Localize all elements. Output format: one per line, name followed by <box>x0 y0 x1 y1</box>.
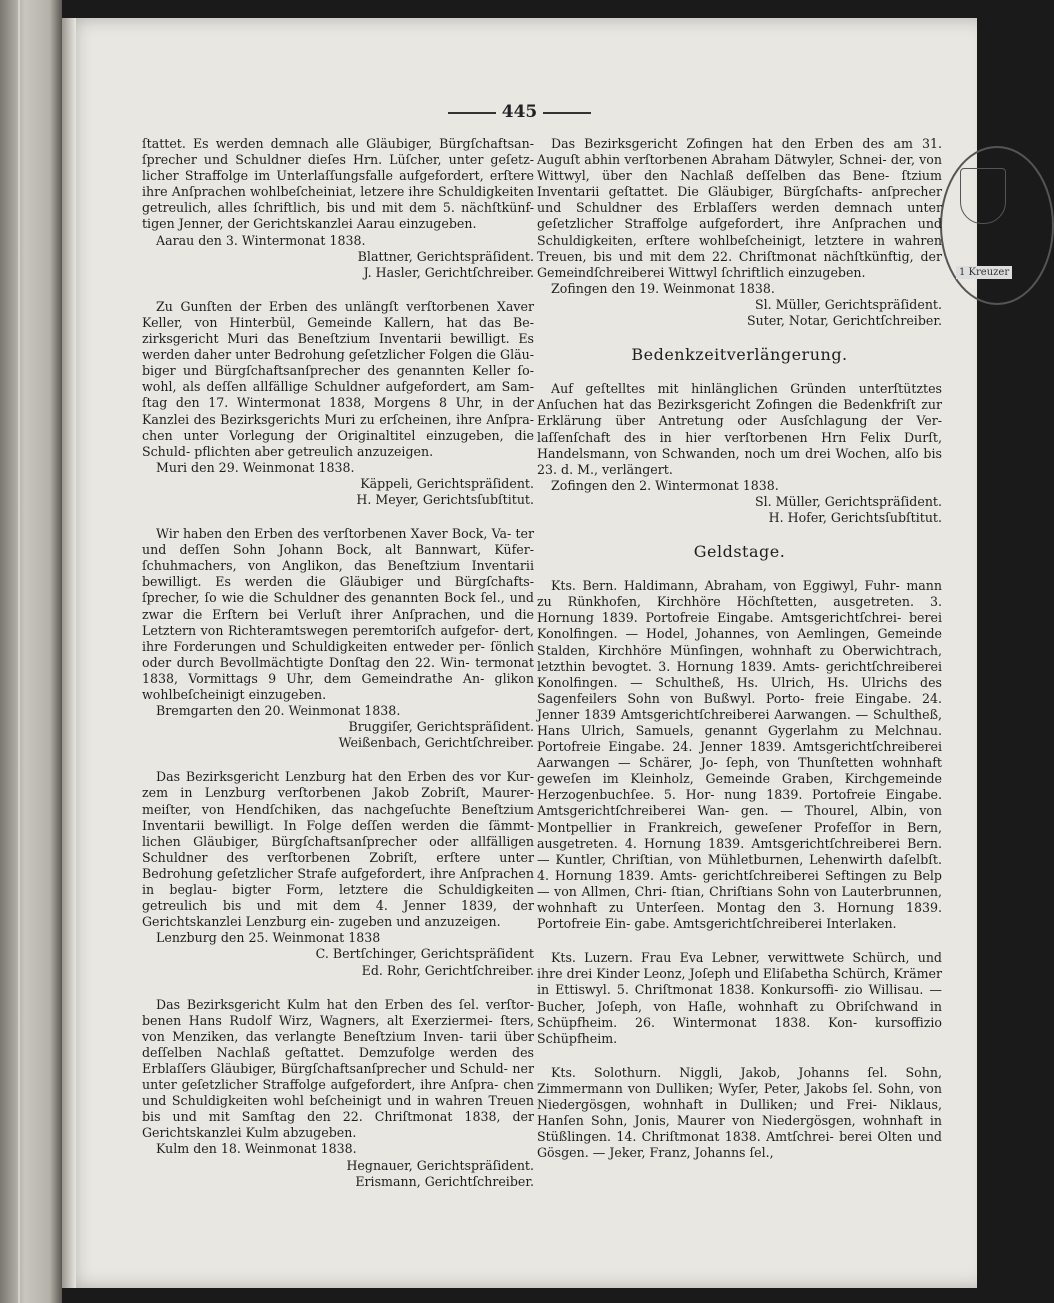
page-gutter-shadow <box>62 18 76 1288</box>
document-page <box>62 18 1010 1288</box>
notice-text: Das Bezirksgericht Zofingen hat den Erben des am 31. Auguſt abhin verſtorbenen Abraham Dätwyler, Schnei- der, von Wittwyl, über den Nachlaß deſſelben das Bene- ſtzium Inventarii geſtattet. Die Gläubiger, Bürgſchafts- anſprecher und Schuldner des Erblaſſers werden demnach unter geſetzlicher Straffolge aufgefordert, ihre Anſprachen und Schuldigkeiten, erſtere wohlbeſcheinigt, letztere in wahren Treuen, bis und mit dem 22. Chriſtmonat nächſtkünftig, der Gemeindſchreiberei Wittwyl ſchriftlich einzugeben. <box>537 136 942 280</box>
notice-place-date: Aarau den 3. Wintermonat 1838. <box>156 232 366 248</box>
signature: Sl. Müller, Gerichtspräſident. <box>754 296 942 312</box>
notice-place-date: Lenzburg den 25. Weinmonat 1838 <box>156 930 381 946</box>
previous-page-edge <box>0 0 62 1303</box>
signature: Sl. Müller, Gerichtspräſident. <box>754 493 942 509</box>
notice-text: Das Bezirksgericht Lenzburg hat den Erben des vor Kur- zem in Lenzburg verſtorbenen Jakob Zobriſt, Maurer- meiſter, von Hendſchiken, das nachgeſuchte Beneſtzium Inventarii bewilligt. In Folge deſſen werden die ſämmt- lichen Gläubiger, Bürgſchaftsanſprecher oder allfälligen Schuldner des verſtorbenen Zobriſt, erſtere unter Bedrohung geſetzlicher Strafe aufgefordert, ihre Anſprachen in beglau- bigter Form, letztere die Schuldigkeiten getreulich bis und mit dem 4. Jenner 1839, der Gerichtskanzlei Lenzburg ein- zugeben und anzuzeigen. <box>142 769 534 930</box>
left-column <box>142 136 534 1208</box>
page-number-text: 445 <box>501 102 538 122</box>
notice-text: Wir haben den Erben des verſtorbenen Xaver Bock, Va- ter und deſſen Sohn Johann Bock, alt Bannwart, Küfer- ſchuhmachers, von Anglikon, das Beneſtzium Inventarii bewilligt. Es werden die Gläubiger und Bürgſchafts- ſprecher, ſo wie die Schuldner des genannten Bock ſel., und zwar die Erſtern bei Verluſt ihrer Anſprachen, und die Letztern von Richteramtswegen peremtoriſch aufgefor- dert, ihre Forderungen und Schuldigkeiten entweder per- ſönlich oder durch Bevollmächtigte Donſtag den 22. Win- termonat 1838, Vormittags 9 Uhr, dem Gemeindrathe An- glikon wohlbeſcheinigt einzugeben. <box>142 526 534 702</box>
signature: H. Hofer, Gerichtsſubſtitut. <box>768 509 942 525</box>
notice-text: Das Bezirksgericht Kulm hat den Erben des ſel. verſtor- benen Hans Rudolf Wirz, Wagners, alt Exerziermei- ſters, von Menziken, das verlangte Beneſtzium Inven- tarii über deſſelben Nachlaß geſtattet. Demzufolge werden des Erblaſſers Gläubiger, Bürgſchaftsanſprecher und Schuld- ner unter geſetzlicher Straffolge aufgefordert, ihre Anſpra- chen und Schuldigkeiten wohl beſcheinigt und in wahren Treuen bis und mit Samſtag den 22. Chriſtmonat 1838, der Gerichtskanzlei Kulm abzugeben. <box>142 996 534 1141</box>
notice-text: ſtattet. Es werden demnach alle Gläubiger, Bürgſchaftsan- ſprecher und Schuldner dieſes Hrn. Lüſcher, unter geſetz- licher Straffolge im Unterlaſſungsfalle aufgefordert, erſtere ihre Anſprachen wohlbeſcheiniat, letzere ihre Schuldigkeiten getreulich, alles ſchriftlich, bis und mit dem 5. nächſtkünf- tigen Jenner, der Gerichtskanzlei Aarau einzugeben. <box>142 136 534 232</box>
right-column <box>537 136 942 1179</box>
library-stamp <box>940 146 1054 305</box>
stamp-label: 1 Kreuzer <box>956 266 1012 279</box>
notice-text: Kts. Solothurn. Niggli, Jakob, Johanns ſel. Sohn, Zimmermann von Dulliken; Wyſer, Peter, Jakobs ſel. Sohn, von Niedergösgen, wohnhaft in Dulliken; und Frei- Niklaus, Hanſen Sohn, Jonis, Maurer von Niedergösgen, wohnhaft in Stüßlingen. 14. Chriſtmonat 1838. Amtſchrei- berei Olten und Gösgen. — Jeker, Franz, Johanns ſel., <box>537 1064 942 1161</box>
signature: Suter, Notar, Gerichtſchreiber. <box>747 313 942 329</box>
signature: Käppeli, Gerichtspräſident. <box>360 475 534 491</box>
geldstage-solothurn <box>537 1065 942 1162</box>
coat-of-arms-icon <box>960 168 1006 224</box>
signature: C. Bertſchinger, Gerichtspräſident <box>315 946 534 962</box>
signature: Blattner, Gerichtspräſident. <box>357 248 534 264</box>
geldstage-luzern <box>537 950 942 1047</box>
notice-bedenkzeit <box>537 381 942 526</box>
notice-place-date: Kulm den 18. Weinmonat 1838. <box>156 1141 357 1157</box>
notice-muri <box>142 299 534 508</box>
signature: Erismann, Gerichtſchreiber. <box>355 1173 534 1189</box>
notice-text: Kts. Bern. Haldimann, Abraham, von Eggiwyl, Fuhr- mann zu Rünkhofen, Kirchhöre Höchſtetten, ausgetreten. 3. Hornung 1839. Portofreie Eingabe. Amtsgerichtſchrei- berei Konolfingen. — Hodel, Johannes, von Aemlingen, Gemeinde Stalden, Kirchhöre Münſingen, wohnhaft zu Oberwichtrach, letzthin bevogtet. 3. Hornung 1839. Amts- gerichtſchreiberei Konolfingen. — Schultheß, Hs. Ulrich, Hs. Ulrichs des Sagenfeilers Sohn von Bußwyl. Porto- freie Eingabe. 24. Jenner 1839 Amtsgerichtſchreiberei Aarwangen. — Schultheß, Hans Ulrich, Samuels, genannt Gygerlahm zu Melchnau. Portofreie Eingabe. 24. Jenner 1839. Amtsgerichtſchreiberei Aarwangen — Schärer, Jo- ſeph, von Thunſtetten wohnhaft geweſen im Kleinholz, Gemeinde Graben, Kirchgemeinde Herzogenbuchſee. 5. Hor- nung 1839. Portofreie Eingabe. Amtsgerichtſchreiberei Wan- gen. — Thourel, Albin, von Montpellier in Frankreich, geweſener Profeſſor in Bern, ausgetreten. 4. Hornung 1839. Amtsgerichtſchreiberei Bern. — Kuntler, Chriſtian, von Mühletburnen, Lehenwirth daſelbſt. 4. Hornung 1839. Amts- gerichtſchreiberei Seftingen zu Belp — von Allmen, Chri- ſtian, Chriſtians Sohn von Lauterbrunnen, wohnhaft zu Unterſeen. Montag den 3. Hornung 1839. Portofreie Ein- gabe. Amtsgerichtſchreiberei Interlaken. <box>537 578 942 932</box>
notice-place-date: Zofingen den 2. Wintermonat 1838. <box>551 477 779 493</box>
notice-text: Zu Gunſten der Erben des unlängſt verſtorbenen Xaver Keller, von Hinterbül, Gemeinde Kallern, hat das Be- zirksgericht Muri das Beneſtzium Inventarii bewilligt. Es werden daher unter Bedrohung geſetzlicher Folgen die Gläu- biger und Bürgſchaftsanſprecher des genannten Keller ſo- wohl, als deſſen allfällige Schuldner aufgefordert, am Sam- ſtag den 17. Wintermonat 1838, Morgens 8 Uhr, in der Kanzlei des Bezirksgerichts Muri zu erſcheinen, ihre Anſpra- chen unter Vorlegung der Originaltitel einzugeben, die Schuld- pflichten aber getreulich anzuzeigen. <box>142 298 534 459</box>
page-number <box>62 102 977 122</box>
notice-text: Kts. Luzern. Frau Eva Lebner, verwittwete Schürch, und ihre drei Kinder Leonz, Joſeph und Eliſabetha Schürch, Krämer in Ettiswyl. 5. Chriſtmonat 1838. Konkursoffi- zio Willisau. — Bucher, Joſeph, von Haſle, wohnhaft zu Obriſchwand in Schüpfheim. 26. Wintermonat 1838. Kon- kursoffizio Schüpfheim. <box>537 950 942 1046</box>
signature: Bruggiſer, Gerichtspräſident. <box>348 719 534 735</box>
notice-lenzburg <box>142 769 534 978</box>
notice-place-date: Zofingen den 19. Weinmonat 1838. <box>551 280 775 296</box>
signature: H. Meyer, Gerichtsſubſtitut. <box>356 491 534 507</box>
signature: J. Hasler, Gerichtſchreiber. <box>363 264 534 280</box>
notice-zofingen <box>537 136 942 329</box>
section-heading-geldstage: Geldstage. <box>693 542 786 562</box>
geldstage-bern <box>537 578 942 932</box>
notice-place-date: Bremgarten den 20. Weinmonat 1838. <box>156 703 401 719</box>
notice-aarau <box>142 136 534 281</box>
signature: Hegnauer, Gerichtspräſident. <box>346 1157 534 1173</box>
section-heading-bedenkzeit: Bedenkzeitverlängerung. <box>631 345 848 365</box>
notice-bremgarten <box>142 526 534 751</box>
notice-text: Auf geſtelltes mit hinlänglichen Gründen unterſtütztes Anſuchen hat das Bezirksgericht Zofingen die Bedenkfriſt zur Erklärung über Antretung oder Ausſchlagung der Ver- laſſenſchaft des in hier verſtorbenen Hrn Felix Durſt, Handelsmann, von Schwanden, noch um drei Wochen, alſo bis 23. d. M., verlängert. <box>537 381 942 477</box>
notice-place-date: Muri den 29. Weinmonat 1838. <box>156 459 355 475</box>
signature: Ed. Rohr, Gerichtſchreiber. <box>361 962 534 978</box>
notice-kulm <box>142 997 534 1190</box>
signature: Weißenbach, Gerichtſchreiber. <box>338 735 534 751</box>
